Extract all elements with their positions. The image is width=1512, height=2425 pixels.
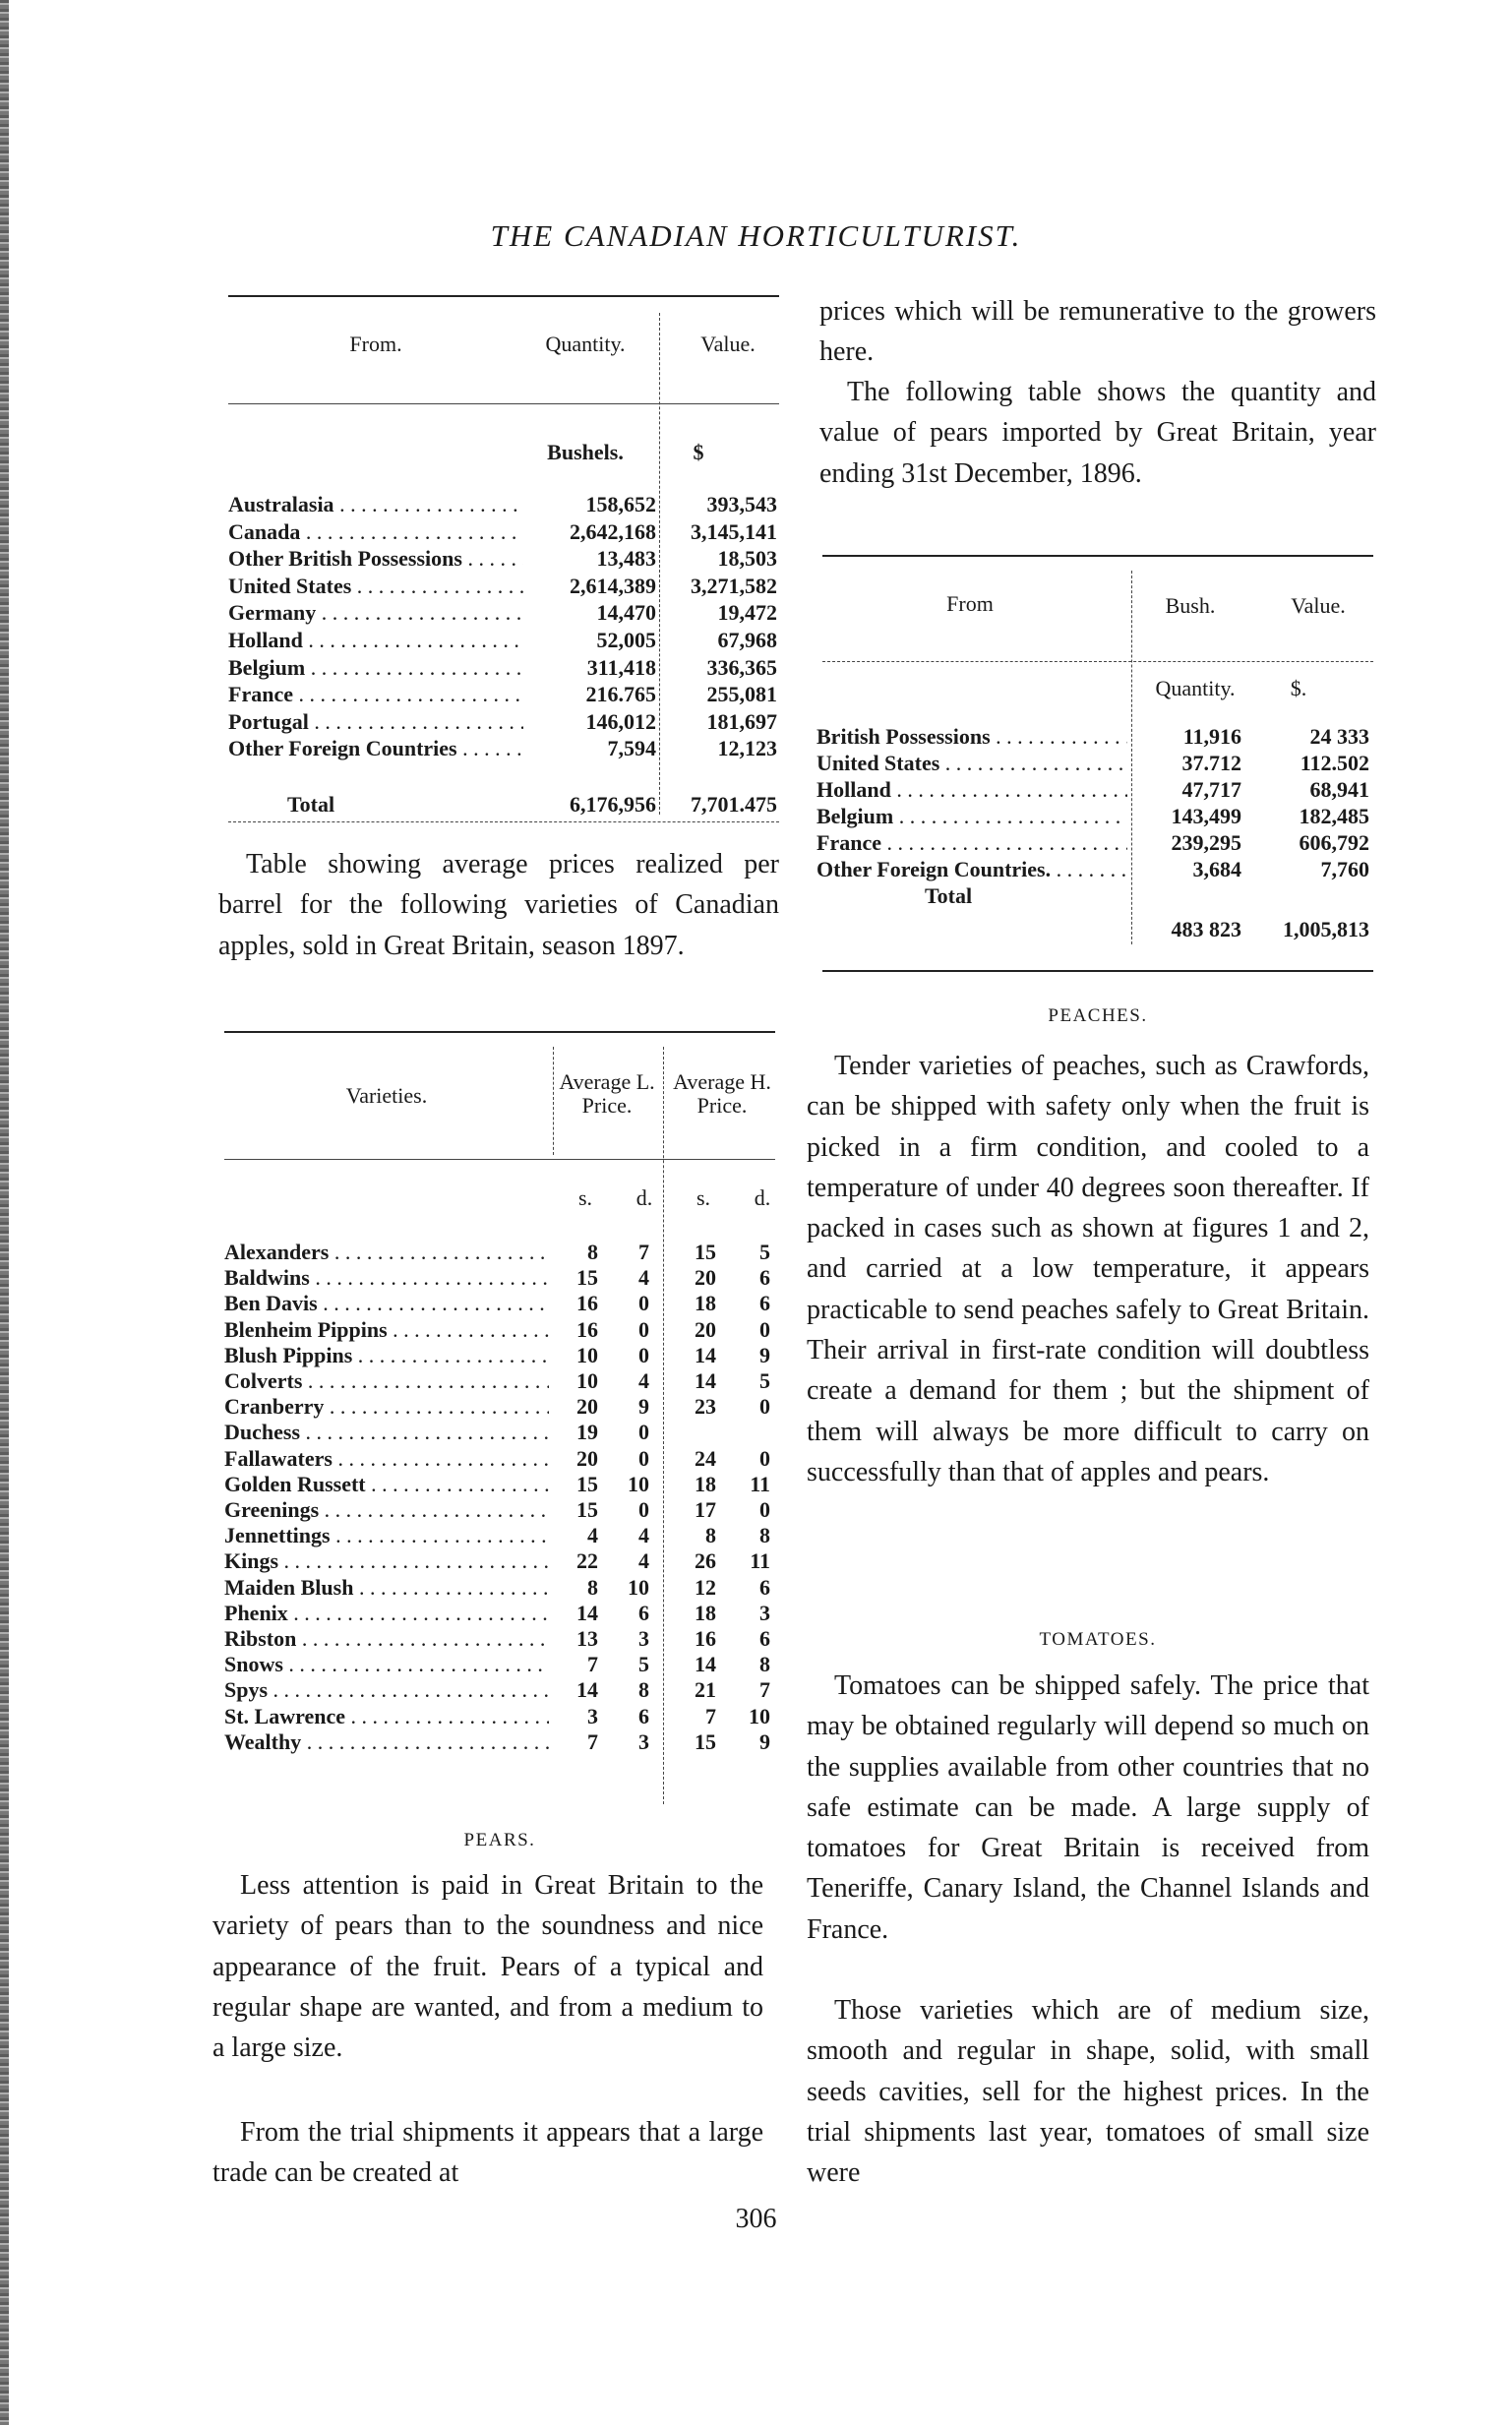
table-bottom-rule (228, 821, 779, 822)
value-amount: 19,472 (717, 600, 777, 626)
header-rule (224, 1159, 775, 1160)
variety-name: Snows . . . (224, 1652, 549, 1677)
table-row (228, 628, 779, 654)
table-row (228, 519, 779, 546)
table-row (224, 1575, 775, 1602)
low-price-pence: 3 (638, 1728, 649, 1754)
high-price-pence: 5 (759, 1240, 770, 1264)
table-top-rule (228, 295, 779, 297)
high-price-pence: 9 (759, 1342, 770, 1367)
value-amount: 24 333 (1309, 724, 1369, 749)
section-heading-peaches: PEACHES. (1048, 1005, 1148, 1026)
col-header-value: Value. (700, 332, 756, 356)
table-row (228, 600, 779, 627)
high-price-pence: 0 (759, 1316, 770, 1342)
table-top-rule (224, 1031, 775, 1033)
table-row (224, 1626, 775, 1653)
high-price-shillings: 20 (695, 1316, 716, 1342)
high-price-pence: 6 (759, 1265, 770, 1291)
column-divider (553, 1047, 554, 1155)
table-row (816, 751, 1373, 777)
quantity-value: 216.765 (585, 682, 656, 707)
high-price-shillings: 8 (705, 1523, 716, 1548)
low-price-shillings: 15 (576, 1265, 598, 1291)
low-price-shillings: 20 (576, 1394, 598, 1420)
low-price-pence: 0 (638, 1342, 649, 1367)
low-price-shillings: 7 (587, 1728, 598, 1754)
header-rule (228, 403, 779, 404)
quantity-value: 2,614,389 (570, 573, 656, 598)
col-header-low-price: Average L. Price. (559, 1069, 655, 1118)
variety-name: Kings . . . (224, 1548, 549, 1574)
low-price-pence: 0 (638, 1420, 649, 1445)
low-price-shillings: 16 (576, 1291, 598, 1316)
low-price-pence: 0 (638, 1291, 649, 1316)
high-price-shillings: 21 (695, 1677, 716, 1703)
high-price-shillings: 20 (695, 1265, 716, 1291)
table-row (228, 574, 779, 600)
low-price-pence: 4 (638, 1523, 649, 1548)
variety-name: Maiden Blush . . . (224, 1575, 549, 1601)
low-price-shillings: 10 (576, 1342, 598, 1367)
table-row (228, 736, 779, 762)
low-price-shillings: 15 (576, 1497, 598, 1522)
quantity-value: 52,005 (596, 628, 656, 652)
low-price-shillings: 8 (587, 1574, 598, 1600)
low-price-pence: 8 (638, 1677, 649, 1703)
table-row (224, 1265, 775, 1292)
table-row (224, 1652, 775, 1678)
high-price-shillings: 23 (695, 1394, 716, 1420)
country-name: Holland . . . (228, 628, 523, 653)
total-value: 1,005,813 (1283, 917, 1369, 941)
table-row (224, 1240, 775, 1266)
table-row (816, 724, 1373, 751)
table-row (224, 1317, 775, 1344)
country-name: United States . . . (816, 751, 1127, 776)
col-header-value: Value. (1291, 593, 1346, 618)
high-price-shillings: 18 (695, 1471, 716, 1496)
high-price-pence: 8 (759, 1523, 770, 1548)
high-price-pence: 8 (759, 1652, 770, 1677)
quantity-value: 7,594 (607, 736, 656, 761)
high-price-pence: 9 (759, 1728, 770, 1754)
table-row (224, 1523, 775, 1549)
paragraph-peaches: Tender varieties of peaches, such as Crawfords, can be shipped with safety only when the fruit is picked in a firm condition, and cooled to a temperature of under 40 degrees soon thereafter. If packed in cases such as shown at figures 1 and 2, and carried at a low temperature, it appears practicable to send peaches safely to Great Britain. Their arrival in first-rate condition will doubtless create a demand for them ; but the shipment of them will always be more difficult to carry on successfully than that of apples and pears. (807, 1051, 1369, 1487)
high-price-pence: 6 (759, 1291, 770, 1316)
variety-name: Golden Russett . . . (224, 1472, 549, 1497)
paragraph-right-1: prices which will be remunerative to the growers here. (819, 296, 1376, 368)
high-price-pence: 11 (750, 1548, 770, 1574)
low-price-pence: 10 (628, 1471, 649, 1496)
table-row (816, 804, 1373, 830)
variety-name: Cranberry . . . (224, 1394, 549, 1420)
table-row (224, 1729, 775, 1756)
low-price-shillings: 22 (576, 1548, 598, 1574)
variety-name: Greenings . . . (224, 1497, 549, 1523)
country-name: British Possessions . . . (816, 724, 1127, 750)
total-row (816, 883, 1373, 910)
value-amount: 606,792 (1299, 830, 1369, 855)
table-row (224, 1548, 775, 1575)
quantity-value: 14,470 (596, 600, 656, 626)
unit-bushels: Bushels. (547, 440, 624, 464)
country-name: Other Foreign Countries. . . . (816, 857, 1127, 882)
value-amount: 181,697 (706, 708, 777, 734)
table-row (224, 1368, 775, 1395)
total-values-row (816, 917, 1373, 943)
low-price-pence: 7 (638, 1240, 649, 1264)
variety-name: Baldwins . . . (224, 1265, 549, 1291)
table-row (224, 1497, 775, 1524)
low-price-pence: 4 (638, 1368, 649, 1393)
low-price-pence: 6 (638, 1600, 649, 1625)
high-price-pence: 5 (759, 1368, 770, 1393)
unit-quantity: Quantity. (1155, 676, 1236, 700)
col-header-quantity: Quantity. (545, 332, 626, 356)
high-price-shillings: 14 (695, 1368, 716, 1393)
paragraph-tomatoes-1: Tomatoes can be shipped safely. The price that may be obtained regularly will depend so much on the supplies available from other countries that no safe estimate can be made. A large supply of tomatoes for Great Britain is received from Teneriffe, Canary Island, the Channel Islands and France. (807, 1670, 1369, 1945)
table-row (224, 1420, 775, 1446)
paragraph-right-2: The following table shows the quantity and value of pears imported by Great Britain, year ending 31st December, 1896. (819, 377, 1376, 489)
table-row (228, 709, 779, 736)
varieties-price-table (224, 1240, 775, 1771)
low-price-pence: 6 (638, 1703, 649, 1728)
country-name: France . . . (816, 830, 1127, 856)
unit-pence: d. (754, 1185, 771, 1210)
section-heading-pears: PEARS. (463, 1830, 536, 1850)
quantity-value: 239,295 (1171, 830, 1241, 855)
quantity-value: 37.712 (1181, 751, 1241, 775)
high-price-pence: 6 (759, 1626, 770, 1651)
total-label: Total (287, 792, 335, 817)
variety-name: Fallawaters . . . (224, 1446, 549, 1472)
country-name: Germany . . . (228, 600, 523, 626)
paragraph-pears-1: Less attention is paid in Great Britain to the variety of pears than to the soundness and nice appearance of the fruit. Pears of a typical and regular shape are wanted, and from a medium to a large size. (212, 1870, 763, 2064)
table-row (224, 1446, 775, 1473)
high-price-shillings: 15 (695, 1728, 716, 1754)
variety-name: Alexanders . . . (224, 1240, 549, 1265)
value-amount: 7,760 (1320, 857, 1369, 881)
low-price-pence: 3 (638, 1626, 649, 1651)
low-price-shillings: 3 (587, 1703, 598, 1728)
unit-shillings: s. (577, 1185, 593, 1210)
value-amount: 12,123 (717, 736, 777, 761)
total-quantity: 6,176,956 (570, 792, 656, 817)
value-amount: 182,485 (1299, 804, 1369, 828)
high-price-shillings: 18 (695, 1291, 716, 1316)
low-price-pence: 0 (638, 1497, 649, 1522)
country-name: Portugal . . . (228, 709, 523, 735)
high-price-shillings: 26 (695, 1548, 716, 1574)
high-price-shillings: 15 (695, 1240, 716, 1264)
high-price-shillings: 14 (695, 1342, 716, 1367)
low-price-shillings: 19 (576, 1420, 598, 1445)
value-amount: 336,365 (706, 654, 777, 680)
total-label: Total (925, 883, 973, 908)
table-row (816, 830, 1373, 857)
page-number: 306 (735, 2204, 777, 2234)
unit-pence: d. (635, 1185, 653, 1210)
high-price-pence: 0 (759, 1497, 770, 1522)
variety-name: Ribston . . . (224, 1626, 549, 1652)
high-price-shillings: 7 (705, 1703, 716, 1728)
high-price-pence: 11 (750, 1471, 770, 1496)
low-price-shillings: 16 (576, 1316, 598, 1342)
variety-name: Wealthy . . . (224, 1729, 549, 1755)
low-price-pence: 5 (638, 1652, 649, 1677)
value-amount: 67,968 (717, 628, 777, 652)
table-row (224, 1343, 775, 1369)
table-row (816, 857, 1373, 883)
variety-name: Phenix . . . (224, 1601, 549, 1626)
quantity-value: 13,483 (596, 546, 656, 572)
variety-name: Spys . . . (224, 1677, 549, 1703)
low-price-shillings: 8 (587, 1240, 598, 1264)
section-heading-tomatoes: TOMATOES. (1039, 1629, 1157, 1650)
high-price-shillings: 14 (695, 1652, 716, 1677)
unit-dollars: $ (693, 440, 704, 464)
country-name: Other Foreign Countries . . . (228, 736, 523, 761)
high-price-pence: 0 (759, 1445, 770, 1471)
low-price-shillings: 13 (576, 1626, 598, 1651)
table-row (224, 1601, 775, 1627)
unit-dollars: $. (1290, 676, 1307, 700)
table-row (816, 777, 1373, 804)
low-price-pence: 0 (638, 1445, 649, 1471)
quantity-value: 146,012 (585, 708, 656, 734)
table-row (224, 1394, 775, 1421)
quantity-value: 2,642,168 (570, 518, 656, 544)
low-price-pence: 4 (638, 1265, 649, 1291)
country-name: Canada . . . (228, 519, 523, 545)
quantity-value: 3,684 (1192, 857, 1241, 881)
col-header-bush: Bush. (1165, 593, 1216, 618)
variety-name: Blenheim Pippins . . . (224, 1317, 549, 1343)
high-price-pence: 7 (759, 1677, 770, 1703)
variety-name: St. Lawrence . . . (224, 1704, 549, 1729)
low-price-pence: 10 (628, 1574, 649, 1600)
low-price-shillings: 14 (576, 1600, 598, 1625)
variety-name: Blush Pippins . . . (224, 1343, 549, 1368)
value-amount: 18,503 (717, 546, 777, 572)
unit-shillings: s. (696, 1185, 711, 1210)
col-header-from: From (946, 591, 994, 616)
table-row (224, 1472, 775, 1498)
running-head: THE CANADIAN HORTICULTURIST. (490, 218, 1022, 253)
table-row (228, 682, 779, 708)
quantity-value: 47,717 (1181, 777, 1241, 802)
variety-name: Ben Davis . . . (224, 1291, 549, 1316)
country-name: Australasia . . . (228, 492, 523, 517)
country-name: Holland . . . (816, 777, 1127, 803)
value-amount: 112.502 (1300, 751, 1369, 775)
country-name: Other British Possessions . . . (228, 546, 523, 572)
country-name: United States . . . (228, 574, 523, 599)
paragraph-pears-2: From the trial shipments it appears that a large trade can be created at (212, 2117, 763, 2189)
table-row (224, 1704, 775, 1730)
value-amount: 393,543 (706, 492, 777, 516)
low-price-pence: 9 (638, 1394, 649, 1420)
variety-name: Jennettings . . . (224, 1523, 549, 1548)
high-price-pence: 10 (749, 1703, 770, 1728)
value-amount: 68,941 (1309, 777, 1369, 802)
low-price-pence: 4 (638, 1548, 649, 1574)
high-price-shillings: 24 (695, 1445, 716, 1471)
high-price-pence: 3 (759, 1600, 770, 1625)
value-amount: 3,145,141 (691, 518, 777, 544)
table-row (224, 1291, 775, 1317)
quantity-value: 311,418 (586, 654, 656, 680)
paragraph-tomatoes-2: Those varieties which are of medium size, smooth and regular in shape, solid, with small seeds cavities, sell for the highest prices. In the trial shipments last year, tomatoes of small size were (807, 1995, 1369, 2189)
quantity-value: 158,652 (585, 492, 656, 516)
variety-name: Duchess . . . (224, 1420, 549, 1445)
table-row (228, 546, 779, 573)
high-price-pence: 6 (759, 1574, 770, 1600)
col-header-varieties: Varieties. (345, 1083, 428, 1108)
apples-import-table (228, 492, 779, 826)
header-rule (822, 661, 1373, 662)
country-name: Belgium . . . (816, 804, 1127, 829)
country-name: France . . . (228, 682, 523, 707)
col-header-high-price: Average H. Price. (673, 1069, 771, 1118)
table-row (228, 655, 779, 682)
total-row (228, 792, 779, 818)
high-price-pence: 0 (759, 1394, 770, 1420)
page-edge-scan-artifact (0, 0, 9, 2425)
high-price-shillings: 16 (695, 1626, 716, 1651)
total-quantity: 483 823 (1171, 917, 1241, 941)
country-name: Belgium . . . (228, 655, 523, 681)
variety-name: Colverts . . . (224, 1368, 549, 1394)
table-bottom-rule (822, 970, 1373, 972)
table-row (224, 1677, 775, 1704)
total-value: 7,701.475 (691, 792, 777, 817)
low-price-shillings: 14 (576, 1677, 598, 1703)
high-price-shillings: 18 (695, 1600, 716, 1625)
low-price-shillings: 10 (576, 1368, 598, 1393)
table-top-rule (822, 555, 1373, 557)
low-price-shillings: 7 (587, 1652, 598, 1677)
low-price-pence: 0 (638, 1316, 649, 1342)
paragraph-prices-intro: Table showing average prices realized per barrel for the following varieties of Canadian apples, sold in Great Britain, season 1897. (218, 849, 779, 961)
high-price-shillings: 12 (695, 1574, 716, 1600)
table-row (228, 492, 779, 518)
value-amount: 255,081 (706, 682, 777, 707)
quantity-value: 143,499 (1171, 804, 1241, 828)
col-header-from: From. (349, 332, 402, 356)
low-price-shillings: 15 (576, 1471, 598, 1496)
value-amount: 3,271,582 (691, 573, 777, 598)
high-price-shillings: 17 (695, 1497, 716, 1522)
pears-import-table (816, 724, 1373, 960)
low-price-shillings: 20 (576, 1445, 598, 1471)
quantity-value: 11,916 (1182, 724, 1241, 749)
low-price-shillings: 4 (587, 1523, 598, 1548)
